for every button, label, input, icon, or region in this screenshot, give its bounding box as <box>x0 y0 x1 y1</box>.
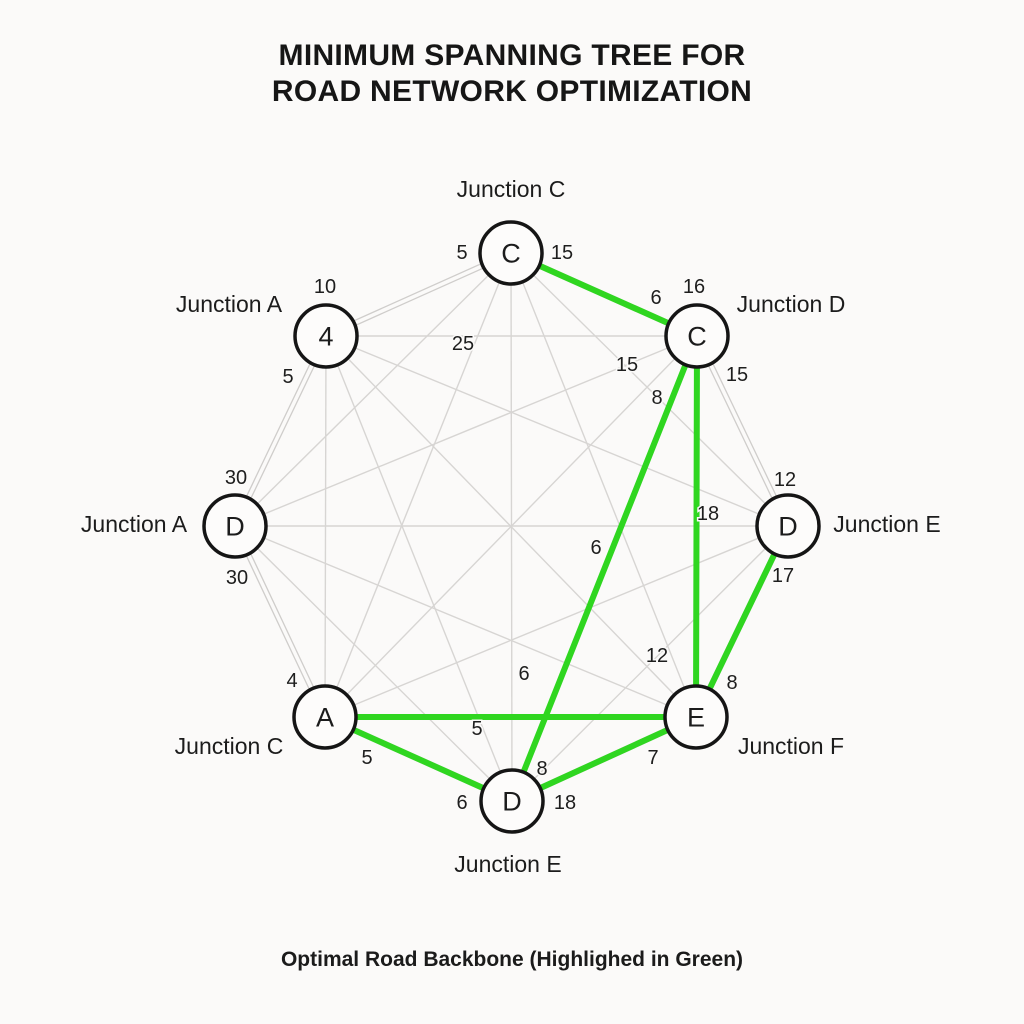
edge-weight: 8 <box>536 758 548 780</box>
junction-label: Junction C <box>456 176 566 202</box>
edge-weight: 12 <box>645 645 669 667</box>
page-title-line2: ROAD NETWORK OPTIMIZATION <box>271 75 753 108</box>
caption-text: Optimal Road Backbone (Highlighed in Green) <box>280 948 744 971</box>
junction-label: Junction D <box>736 291 846 317</box>
junction-label: Junction A <box>80 511 188 537</box>
edge-weight: 7 <box>647 747 659 769</box>
page-title-line1: MINIMUM SPANNING TREE FOR <box>278 39 746 72</box>
junction-label: Junction F <box>737 733 845 759</box>
node-label: 4 <box>318 321 334 352</box>
edge-weight: 30 <box>225 567 249 589</box>
node-label: A <box>315 702 335 733</box>
junction-label: Junction A <box>175 291 283 317</box>
edge-weight: 18 <box>696 503 720 525</box>
node-label: C <box>687 321 707 352</box>
edge-weight: 15 <box>615 354 639 376</box>
edge-weight: 4 <box>286 670 298 692</box>
edge-weight: 6 <box>456 792 468 814</box>
edge-weight: 5 <box>361 747 373 769</box>
graph-edge <box>325 336 326 717</box>
node-label: D <box>778 511 798 542</box>
edge-weight: 5 <box>456 242 468 264</box>
junction-label: Junction E <box>454 851 562 877</box>
edge-weight: 15 <box>550 242 574 264</box>
edge-weight: 8 <box>651 387 663 409</box>
graph-edge <box>235 526 696 717</box>
mst-edge <box>696 336 697 717</box>
edge-weight: 18 <box>553 792 577 814</box>
edge-weight: 5 <box>282 366 294 388</box>
edge-weight: 5 <box>471 718 483 740</box>
node-label: C <box>501 238 521 269</box>
edge-weight: 12 <box>773 469 797 491</box>
junction-label: Junction E <box>833 511 941 537</box>
node-label: D <box>502 786 522 817</box>
edge-weight: 25 <box>451 333 475 355</box>
node-label: D <box>225 511 245 542</box>
edge-weight: 16 <box>682 276 706 298</box>
junction-label: Junction C <box>174 733 284 759</box>
node-label: E <box>686 702 706 733</box>
graph-edge <box>326 336 788 526</box>
edge-weight: 6 <box>518 663 530 685</box>
edge-weight: 6 <box>590 537 602 559</box>
edge-weight: 17 <box>771 565 795 587</box>
edge-weight: 10 <box>313 276 337 298</box>
edge-weight: 6 <box>650 287 662 309</box>
edge-weight: 15 <box>725 364 749 386</box>
edge-weight: 30 <box>224 467 248 489</box>
edge-weight: 8 <box>726 672 738 694</box>
